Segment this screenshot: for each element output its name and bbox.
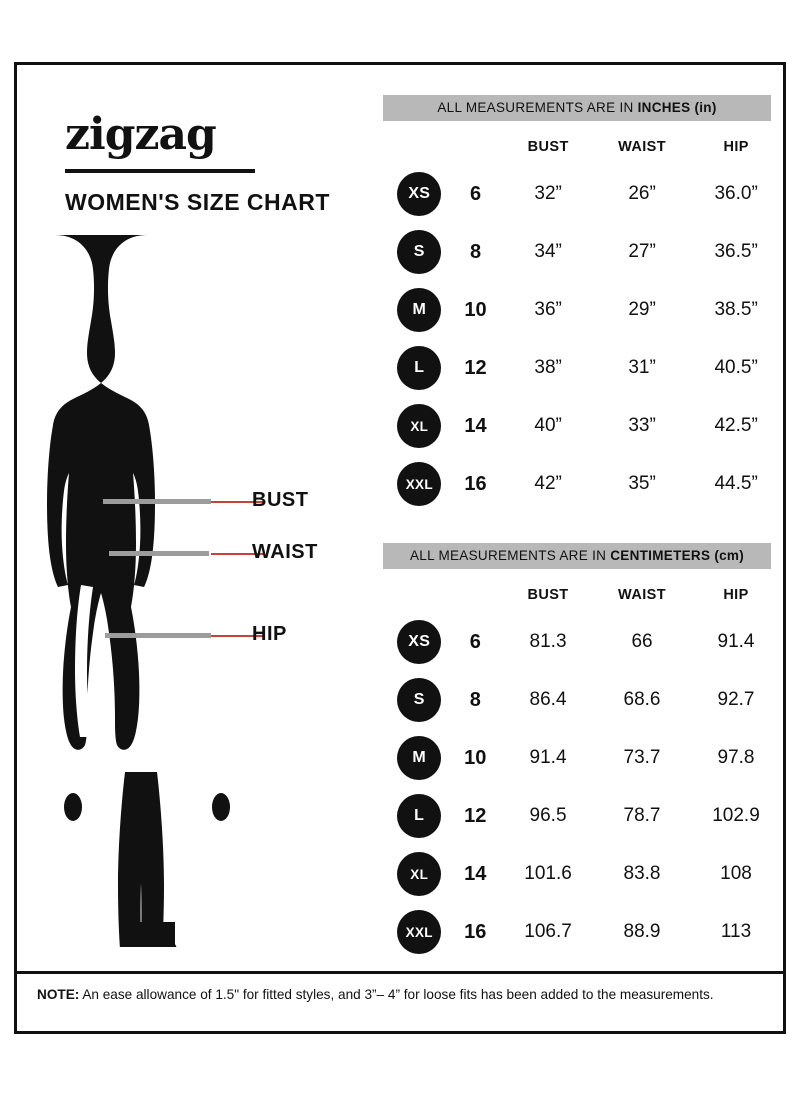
table-row — [389, 787, 783, 845]
size-number: 6 — [469, 630, 481, 653]
col-bust: BUST — [527, 139, 569, 155]
waist-value: 33” — [628, 415, 656, 436]
waist-value: 83.8 — [623, 863, 661, 884]
hip-value: 113 — [720, 921, 752, 942]
table-row — [389, 845, 783, 903]
size-badge: XS — [397, 172, 441, 216]
note-body: An ease allowance of 1.5" for fitted styles, and 3”– 4” for loose fits has been added to the measurements. — [79, 987, 714, 1002]
table-row — [389, 397, 783, 455]
hip-value: 102.9 — [712, 805, 760, 826]
waist-measure-line — [109, 551, 209, 556]
brand-underline — [65, 169, 255, 173]
col-size — [389, 587, 449, 613]
table-row — [389, 671, 783, 729]
col-hip: HIP — [723, 139, 749, 155]
hip-value: 40.5” — [714, 357, 758, 378]
size-number: 8 — [469, 688, 481, 711]
hip-value: 38.5” — [714, 299, 758, 320]
size-badge: XXL — [397, 462, 441, 506]
body-silhouette-icon — [37, 227, 257, 947]
hip-value: 108 — [720, 863, 752, 884]
col-size — [389, 139, 450, 165]
col-number — [450, 139, 502, 165]
table-row — [389, 613, 783, 671]
hip-value: 42.5” — [714, 415, 758, 436]
centimeters-table — [389, 587, 783, 961]
table-row — [389, 455, 783, 513]
waist-value: 35” — [628, 473, 656, 494]
waist-value: 26” — [628, 183, 656, 204]
hip-value: 92.7 — [717, 689, 755, 710]
size-badge: L — [397, 346, 441, 390]
waist-value: 66 — [631, 631, 653, 652]
table-row — [389, 903, 783, 961]
waist-value: 27” — [628, 241, 656, 262]
size-number: 14 — [464, 862, 487, 885]
size-badge: S — [397, 230, 441, 274]
bust-value: 106.7 — [524, 921, 572, 942]
size-number: 6 — [469, 182, 482, 205]
hip-value: 44.5” — [714, 473, 758, 494]
bust-value: 34” — [534, 241, 562, 262]
note-text — [37, 985, 767, 1005]
bust-value: 91.4 — [529, 747, 567, 768]
hip-measure-line — [105, 633, 211, 638]
size-badge: L — [397, 794, 441, 838]
bust-value: 96.5 — [529, 805, 567, 826]
table-row — [389, 729, 783, 787]
hip-value: 36.0” — [714, 183, 758, 204]
table-row — [389, 223, 783, 281]
size-badge: XXL — [397, 910, 441, 954]
bust-value: 32” — [534, 183, 562, 204]
size-number: 8 — [469, 240, 482, 263]
table-row — [389, 281, 783, 339]
chart-card — [14, 62, 786, 1034]
inches-banner — [383, 95, 771, 121]
table-row — [389, 165, 783, 223]
hip-value: 36.5” — [714, 241, 758, 262]
size-badge: XS — [397, 620, 441, 664]
col-bust: BUST — [527, 587, 569, 603]
table-row — [389, 339, 783, 397]
size-badge: XL — [397, 852, 441, 896]
bust-value: 81.3 — [529, 631, 567, 652]
cm-banner-prefix: ALL MEASUREMENTS ARE IN — [409, 548, 611, 563]
size-number: 10 — [464, 746, 487, 769]
size-badge: S — [397, 678, 441, 722]
waist-value: 68.6 — [623, 689, 661, 710]
size-number: 16 — [464, 920, 487, 943]
hip-label: HIP — [252, 623, 287, 645]
size-badge: M — [397, 288, 441, 332]
hip-value: 91.4 — [717, 631, 755, 652]
bust-value: 38” — [534, 357, 562, 378]
size-number: 14 — [464, 414, 487, 437]
centimeters-banner — [383, 543, 771, 569]
bust-value: 101.6 — [524, 863, 572, 884]
inches-banner-prefix: ALL MEASUREMENTS ARE IN — [437, 100, 638, 115]
waist-value: 31” — [628, 357, 656, 378]
brand-logo: zigzag — [65, 109, 216, 160]
table-header-row — [389, 587, 783, 613]
size-number: 12 — [464, 356, 487, 379]
bust-measure-line — [103, 499, 211, 504]
size-number: 10 — [464, 298, 487, 321]
bust-value: 86.4 — [529, 689, 567, 710]
note-label: NOTE: — [37, 987, 80, 1002]
bust-value: 42” — [534, 473, 562, 494]
note-divider — [17, 971, 783, 974]
waist-label: WAIST — [252, 541, 318, 563]
size-badge: M — [397, 736, 441, 780]
waist-value: 29” — [628, 299, 656, 320]
bust-label: BUST — [252, 489, 309, 511]
table-header-row — [389, 139, 783, 165]
waist-value: 73.7 — [623, 747, 661, 768]
col-waist: WAIST — [618, 139, 666, 155]
col-number — [449, 587, 501, 613]
page-title: WOMEN'S SIZE CHART — [65, 189, 330, 215]
bust-value: 40” — [534, 415, 562, 436]
size-number: 16 — [464, 472, 487, 495]
waist-value: 78.7 — [623, 805, 661, 826]
inches-table — [389, 139, 783, 513]
col-hip: HIP — [723, 587, 749, 603]
size-badge: XL — [397, 404, 441, 448]
inches-banner-strong: INCHES (in) — [637, 100, 717, 115]
cm-banner-strong: CENTIMETERS (cm) — [610, 548, 745, 563]
bust-value: 36” — [534, 299, 562, 320]
col-waist: WAIST — [618, 587, 666, 603]
hip-value: 97.8 — [717, 747, 755, 768]
waist-value: 88.9 — [623, 921, 661, 942]
female-body-figure — [37, 227, 257, 947]
size-number: 12 — [464, 804, 487, 827]
